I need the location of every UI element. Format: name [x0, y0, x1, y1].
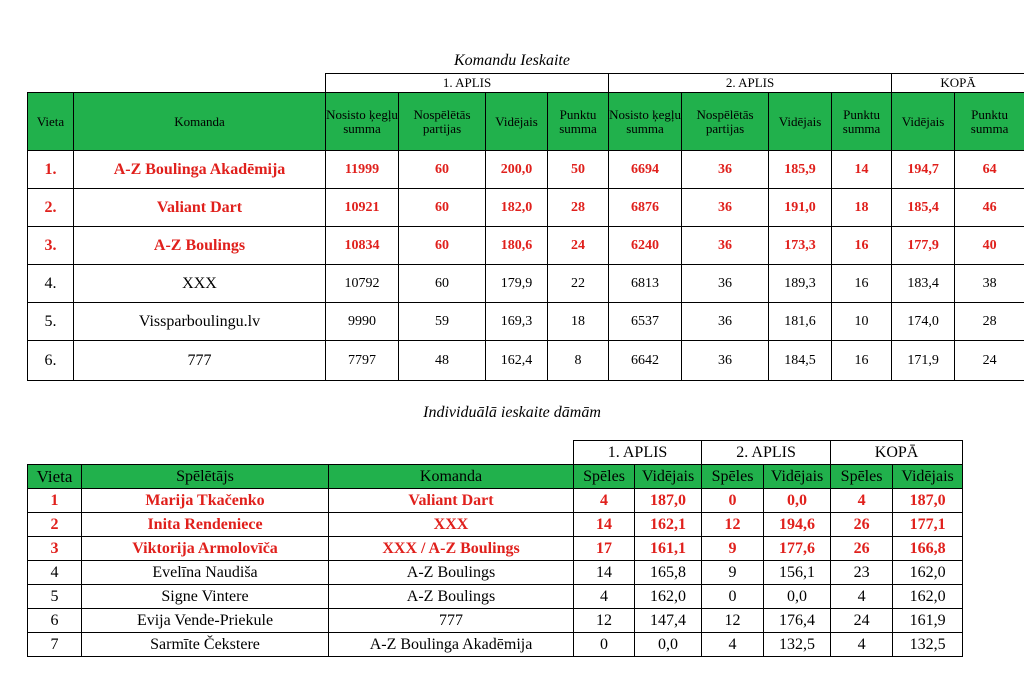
cell-r1-games: 60: [399, 265, 486, 303]
cell-total-points: 28: [955, 303, 1024, 341]
group-header-round1: 1. APLIS: [574, 441, 702, 465]
player-row: [28, 537, 963, 561]
team-row: [28, 151, 1024, 189]
cell-r2-pins: 6537: [609, 303, 682, 341]
cell-r2-avg: 194,6: [764, 513, 831, 537]
cell-player: Marija Tkačenko: [82, 489, 329, 513]
cell-r1-games: 17: [574, 537, 635, 561]
header-total-avg: Vidējais: [892, 93, 955, 151]
header-place: Vieta: [28, 465, 82, 489]
cell-r1-points: 24: [548, 227, 609, 265]
header-r2-avg: Vidējais: [769, 93, 832, 151]
cell-r1-pins: 7797: [326, 341, 399, 381]
cell-place: 1: [28, 489, 82, 513]
cell-r2-games: 36: [682, 189, 769, 227]
cell-r1-points: 28: [548, 189, 609, 227]
cell-total-avg: 161,9: [893, 609, 963, 633]
player-row: [28, 585, 963, 609]
cell-total-avg: 166,8: [893, 537, 963, 561]
cell-r1-pins: 9990: [326, 303, 399, 341]
cell-player: Evelīna Naudiša: [82, 561, 329, 585]
player-row: [28, 489, 963, 513]
cell-r2-games: 0: [702, 489, 764, 513]
cell-r1-games: 0: [574, 633, 635, 657]
player-row: [28, 513, 963, 537]
cell-team: A-Z Boulinga Akadēmija: [329, 633, 574, 657]
cell-r1-avg: 180,6: [486, 227, 548, 265]
cell-r2-avg: 156,1: [764, 561, 831, 585]
player-row: [28, 561, 963, 585]
cell-team: XXX / A-Z Boulings: [329, 537, 574, 561]
cell-r1-avg: 147,4: [635, 609, 702, 633]
cell-r1-games: 59: [399, 303, 486, 341]
cell-r1-points: 22: [548, 265, 609, 303]
header-r1-pins: Nosisto ķegļu summa: [326, 93, 399, 151]
team-row: [28, 303, 1024, 341]
team-row: [28, 189, 1024, 227]
cell-r2-avg: 0,0: [764, 585, 831, 609]
cell-r2-games: 36: [682, 303, 769, 341]
cell-total-games: 23: [831, 561, 893, 585]
cell-team: A-Z Boulings: [329, 561, 574, 585]
cell-r1-pins: 10921: [326, 189, 399, 227]
cell-place: 2: [28, 513, 82, 537]
cell-r2-games: 36: [682, 227, 769, 265]
header-team: Komanda: [74, 93, 326, 151]
cell-place: 3.: [28, 227, 74, 265]
cell-r2-pins: 6813: [609, 265, 682, 303]
cell-r2-pins: 6876: [609, 189, 682, 227]
team-row: [28, 227, 1024, 265]
header-r2-games: Spēles: [702, 465, 764, 489]
header-r2-pins: Nosisto ķegļu summa: [609, 93, 682, 151]
cell-r1-points: 50: [548, 151, 609, 189]
cell-r2-avg: 173,3: [769, 227, 832, 265]
cell-team: Vissparboulingu.lv: [74, 303, 326, 341]
cell-total-avg: 174,0: [892, 303, 955, 341]
cell-place: 5.: [28, 303, 74, 341]
player-row: [28, 609, 963, 633]
cell-total-avg: 194,7: [892, 151, 955, 189]
cell-place: 5: [28, 585, 82, 609]
cell-total-avg: 132,5: [893, 633, 963, 657]
cell-r2-avg: 184,5: [769, 341, 832, 381]
cell-total-avg: 183,4: [892, 265, 955, 303]
group-header-total: KOPĀ: [831, 441, 963, 465]
header-total-points: Punktu summa: [955, 93, 1024, 151]
cell-r2-games: 36: [682, 341, 769, 381]
header-total-games: Spēles: [831, 465, 893, 489]
header-player: Spēlētājs: [82, 465, 329, 489]
cell-r2-games: 36: [682, 151, 769, 189]
cell-total-avg: 177,1: [893, 513, 963, 537]
group-header-round2: 2. APLIS: [702, 441, 831, 465]
header-r2-avg: Vidējais: [764, 465, 831, 489]
cell-place: 4.: [28, 265, 74, 303]
cell-r2-avg: 176,4: [764, 609, 831, 633]
cell-r1-avg: 162,0: [635, 585, 702, 609]
header-r1-games: Nospēlētās partijas: [399, 93, 486, 151]
cell-r1-avg: 179,9: [486, 265, 548, 303]
header-total-avg: Vidējais: [893, 465, 963, 489]
cell-player: Sarmīte Čekstere: [82, 633, 329, 657]
cell-r1-pins: 10792: [326, 265, 399, 303]
group-header-round1: 1. APLIS: [326, 74, 609, 93]
cell-total-games: 4: [831, 585, 893, 609]
cell-r2-points: 10: [832, 303, 892, 341]
team-row: [28, 341, 1024, 381]
header-r1-points: Punktu summa: [548, 93, 609, 151]
cell-r2-avg: 185,9: [769, 151, 832, 189]
cell-r1-avg: 182,0: [486, 189, 548, 227]
cell-r2-games: 9: [702, 561, 764, 585]
cell-r2-games: 12: [702, 609, 764, 633]
cell-r2-points: 16: [832, 227, 892, 265]
cell-r1-games: 12: [574, 609, 635, 633]
cell-r1-games: 60: [399, 151, 486, 189]
cell-r1-games: 60: [399, 189, 486, 227]
cell-total-games: 4: [831, 633, 893, 657]
cell-r2-games: 9: [702, 537, 764, 561]
cell-r2-games: 36: [682, 265, 769, 303]
cell-r2-avg: 177,6: [764, 537, 831, 561]
cell-r1-avg: 187,0: [635, 489, 702, 513]
cell-r2-points: 16: [832, 341, 892, 381]
header-r1-games: Spēles: [574, 465, 635, 489]
header-r1-avg: Vidējais: [635, 465, 702, 489]
cell-r2-points: 16: [832, 265, 892, 303]
cell-total-avg: 171,9: [892, 341, 955, 381]
cell-player: Inita Rendeniece: [82, 513, 329, 537]
cell-r2-games: 12: [702, 513, 764, 537]
cell-r1-avg: 0,0: [635, 633, 702, 657]
cell-r1-pins: 11999: [326, 151, 399, 189]
cell-total-points: 40: [955, 227, 1024, 265]
cell-r1-games: 48: [399, 341, 486, 381]
cell-player: Evija Vende-Priekule: [82, 609, 329, 633]
cell-total-avg: 162,0: [893, 585, 963, 609]
cell-r1-avg: 169,3: [486, 303, 548, 341]
cell-r2-avg: 0,0: [764, 489, 831, 513]
cell-place: 6: [28, 609, 82, 633]
header-r2-points: Punktu summa: [832, 93, 892, 151]
cell-total-games: 26: [831, 513, 893, 537]
team-standings-table: [27, 73, 1024, 381]
cell-total-games: 24: [831, 609, 893, 633]
cell-r1-games: 14: [574, 561, 635, 585]
cell-total-avg: 162,0: [893, 561, 963, 585]
cell-place: 3: [28, 537, 82, 561]
cell-r2-points: 14: [832, 151, 892, 189]
header-place: Vieta: [28, 93, 74, 151]
cell-team: 777: [74, 341, 326, 381]
team-table-caption: Komandu Ieskaite: [454, 52, 570, 69]
cell-total-games: 4: [831, 489, 893, 513]
cell-r2-pins: 6240: [609, 227, 682, 265]
cell-r1-avg: 200,0: [486, 151, 548, 189]
cell-team: Valiant Dart: [329, 489, 574, 513]
blank-corner: [28, 74, 326, 93]
cell-team: A-Z Boulinga Akadēmija: [74, 151, 326, 189]
cell-r1-games: 14: [574, 513, 635, 537]
cell-r2-avg: 181,6: [769, 303, 832, 341]
cell-r2-pins: 6642: [609, 341, 682, 381]
cell-r1-games: 4: [574, 585, 635, 609]
cell-r1-games: 4: [574, 489, 635, 513]
cell-total-avg: 177,9: [892, 227, 955, 265]
cell-r1-avg: 162,4: [486, 341, 548, 381]
cell-total-points: 24: [955, 341, 1024, 381]
team-row: [28, 265, 1024, 303]
cell-team: 777: [329, 609, 574, 633]
cell-place: 7: [28, 633, 82, 657]
individual-table-caption: Individuālā ieskaite dāmām: [423, 404, 601, 421]
group-header-total: KOPĀ: [892, 74, 1024, 93]
cell-r2-games: 0: [702, 585, 764, 609]
cell-r1-avg: 162,1: [635, 513, 702, 537]
cell-total-games: 26: [831, 537, 893, 561]
cell-r2-points: 18: [832, 189, 892, 227]
cell-player: Viktorija Armolovīča: [82, 537, 329, 561]
header-r1-avg: Vidējais: [486, 93, 548, 151]
cell-r1-avg: 165,8: [635, 561, 702, 585]
cell-place: 6.: [28, 341, 74, 381]
cell-place: 4: [28, 561, 82, 585]
header-team: Komanda: [329, 465, 574, 489]
header-r2-games: Nospēlētās partijas: [682, 93, 769, 151]
cell-team: A-Z Boulings: [74, 227, 326, 265]
cell-total-points: 38: [955, 265, 1024, 303]
cell-total-avg: 187,0: [893, 489, 963, 513]
cell-r1-games: 60: [399, 227, 486, 265]
cell-team: XXX: [74, 265, 326, 303]
cell-r2-avg: 191,0: [769, 189, 832, 227]
cell-r1-pins: 10834: [326, 227, 399, 265]
cell-r2-games: 4: [702, 633, 764, 657]
group-header-round2: 2. APLIS: [609, 74, 892, 93]
cell-player: Signe Vintere: [82, 585, 329, 609]
cell-r2-pins: 6694: [609, 151, 682, 189]
cell-team: A-Z Boulings: [329, 585, 574, 609]
player-row: [28, 633, 963, 657]
cell-team: Valiant Dart: [74, 189, 326, 227]
cell-team: XXX: [329, 513, 574, 537]
cell-total-points: 64: [955, 151, 1024, 189]
cell-r2-avg: 189,3: [769, 265, 832, 303]
cell-total-avg: 185,4: [892, 189, 955, 227]
cell-r2-avg: 132,5: [764, 633, 831, 657]
cell-place: 2.: [28, 189, 74, 227]
cell-place: 1.: [28, 151, 74, 189]
cell-r1-points: 18: [548, 303, 609, 341]
individual-standings-table: [27, 440, 963, 657]
cell-r1-avg: 161,1: [635, 537, 702, 561]
cell-total-points: 46: [955, 189, 1024, 227]
blank-corner: [28, 441, 574, 465]
cell-r1-points: 8: [548, 341, 609, 381]
